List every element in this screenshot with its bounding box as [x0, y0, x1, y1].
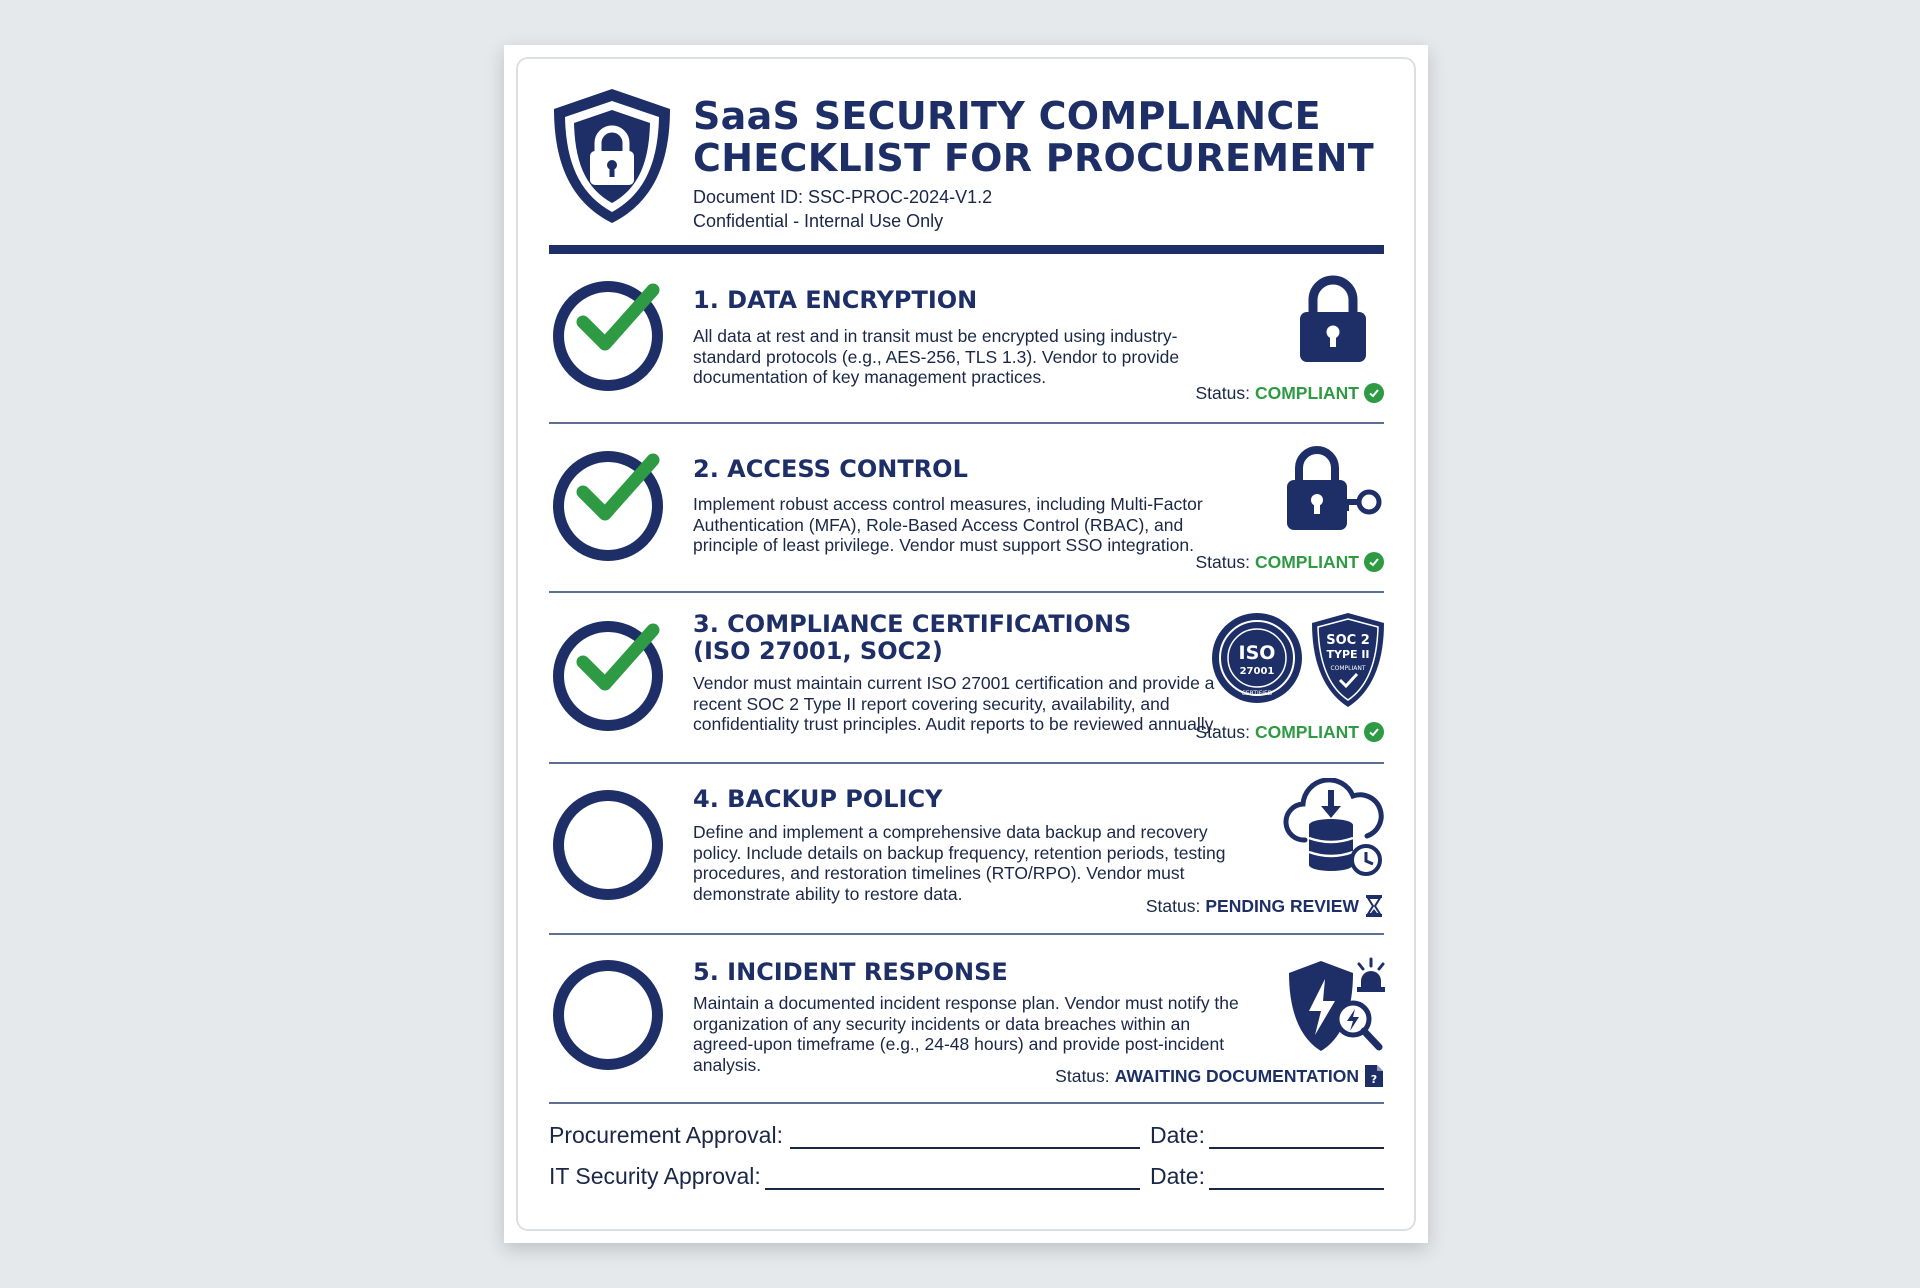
- date-label: Date:: [1150, 1163, 1205, 1189]
- procurement-approval-label: Procurement Approval:: [549, 1122, 783, 1148]
- document-header: [548, 85, 1388, 245]
- checklist-item-compliance-certifications: [549, 593, 1384, 764]
- item-status: [1195, 551, 1384, 573]
- soc2-badge: [1312, 613, 1384, 707]
- item-status: [1146, 894, 1384, 918]
- header-divider: [549, 245, 1384, 254]
- document-title: SaaS SECURITY COMPLIANCE CHECKLIST FOR PROCUREMENT: [693, 94, 1374, 180]
- padlock-icon: [1295, 274, 1371, 366]
- status-value: COMPLIANT: [1254, 722, 1359, 742]
- hourglass-icon: [1364, 894, 1384, 918]
- item-description: All data at rest and in transit must be encrypted using industry-standard protocols (e.g., AES-256, TLS 1.3). Vendor to provide documentation of key management practices.: [693, 326, 1180, 387]
- checkmark-icon: [567, 442, 663, 538]
- incident-shield-icon: [1283, 955, 1385, 1055]
- item-title: 4. BACKUP POLICY: [693, 785, 943, 813]
- svg-text:?: ?: [1370, 1073, 1378, 1086]
- status-label: Status:: [1195, 552, 1250, 572]
- status-value: COMPLIANT: [1254, 552, 1359, 572]
- procurement-date-line[interactable]: [1209, 1147, 1384, 1149]
- item-title: 2. ACCESS CONTROL: [693, 455, 968, 483]
- item-status: [1195, 721, 1384, 743]
- soc2-compliant: COMPLIANT: [1330, 665, 1366, 672]
- item-description: Maintain a documented incident response plan. Vendor must notify the organization of any security incidents or data breaches within an agreed-upon timeframe (e.g., 24-48 hours) and provide post-incident analysis.: [693, 993, 1239, 1075]
- document-question-icon: [1364, 1064, 1384, 1088]
- iso-badge: [1212, 613, 1302, 703]
- status-label: Status:: [1055, 1066, 1110, 1086]
- document-classification: Confidential - Internal Use Only: [693, 211, 944, 231]
- checkmark-icon: [567, 272, 663, 368]
- item-title: 3. COMPLIANCE CERTIFICATIONS (ISO 27001, SOC2): [693, 610, 1132, 665]
- certification-badges-icon: [1210, 611, 1386, 709]
- it-security-approval-row: [549, 1163, 1384, 1193]
- item-status: [1195, 382, 1384, 404]
- document-id: Document ID: SSC-PROC-2024-V1.2: [693, 187, 993, 207]
- procurement-approval-row: [549, 1122, 1384, 1152]
- iso-certified-ring: CERTIFIED: [1241, 690, 1273, 697]
- status-value: COMPLIANT: [1254, 383, 1359, 403]
- item-title: 5. INCIDENT RESPONSE: [693, 958, 1008, 986]
- item-status: [1055, 1064, 1384, 1088]
- it-security-signature-line[interactable]: [765, 1188, 1140, 1190]
- check-circle-icon: [1364, 722, 1384, 742]
- it-security-approval-label: IT Security Approval:: [549, 1163, 761, 1189]
- item-description: Implement robust access control measures, including Multi-Factor Authentication (MFA), Role-Based Access Control (RBAC), and principle of least privilege. Vendor must support SSO integration.: [693, 494, 1203, 555]
- checklist-item-access-control: [549, 424, 1384, 593]
- checklist-item-backup-policy: [549, 764, 1384, 935]
- item-description: Vendor must maintain current ISO 27001 certification and provide a recent SOC 2 Type II report covering security, availability, and confidentiality trust principles. Audit reports to be reviewed annually.: [693, 673, 1217, 734]
- checkbox-circle[interactable]: [553, 790, 663, 900]
- cloud-backup-icon: [1283, 778, 1385, 878]
- soc2-type: TYPE II: [1326, 648, 1370, 661]
- date-label: Date:: [1150, 1122, 1205, 1148]
- iso-number: 27001: [1239, 666, 1275, 677]
- checklist-item-data-encryption: [549, 254, 1384, 424]
- status-label: Status:: [1195, 383, 1250, 403]
- item-description: Define and implement a comprehensive data backup and recovery policy. Include details on backup frequency, retention periods, testing procedures, and restoration timelines (RTO/RPO). Vendor must demonstrate ability to restore data.: [693, 822, 1226, 904]
- checkbox-circle[interactable]: [553, 960, 663, 1070]
- iso-label: ISO: [1238, 642, 1276, 664]
- document-meta: [693, 185, 992, 233]
- procurement-signature-line[interactable]: [790, 1147, 1140, 1149]
- status-label: Status:: [1145, 896, 1201, 916]
- status-label: Status:: [1195, 722, 1250, 742]
- status-value: AWAITING DOCUMENTATION: [1114, 1066, 1359, 1086]
- status-value: PENDING REVIEW: [1205, 896, 1359, 916]
- check-circle-icon: [1364, 552, 1384, 572]
- checklist-item-incident-response: [549, 935, 1384, 1104]
- soc2-label: SOC 2: [1326, 633, 1370, 648]
- item-title: 1. DATA ENCRYPTION: [693, 286, 978, 314]
- shield-lock-icon: [548, 85, 676, 227]
- it-security-date-line[interactable]: [1209, 1188, 1384, 1190]
- checkmark-icon: [567, 612, 663, 708]
- item-divider: [549, 1102, 1384, 1104]
- lock-key-icon: [1285, 442, 1385, 534]
- check-circle-icon: [1364, 383, 1384, 403]
